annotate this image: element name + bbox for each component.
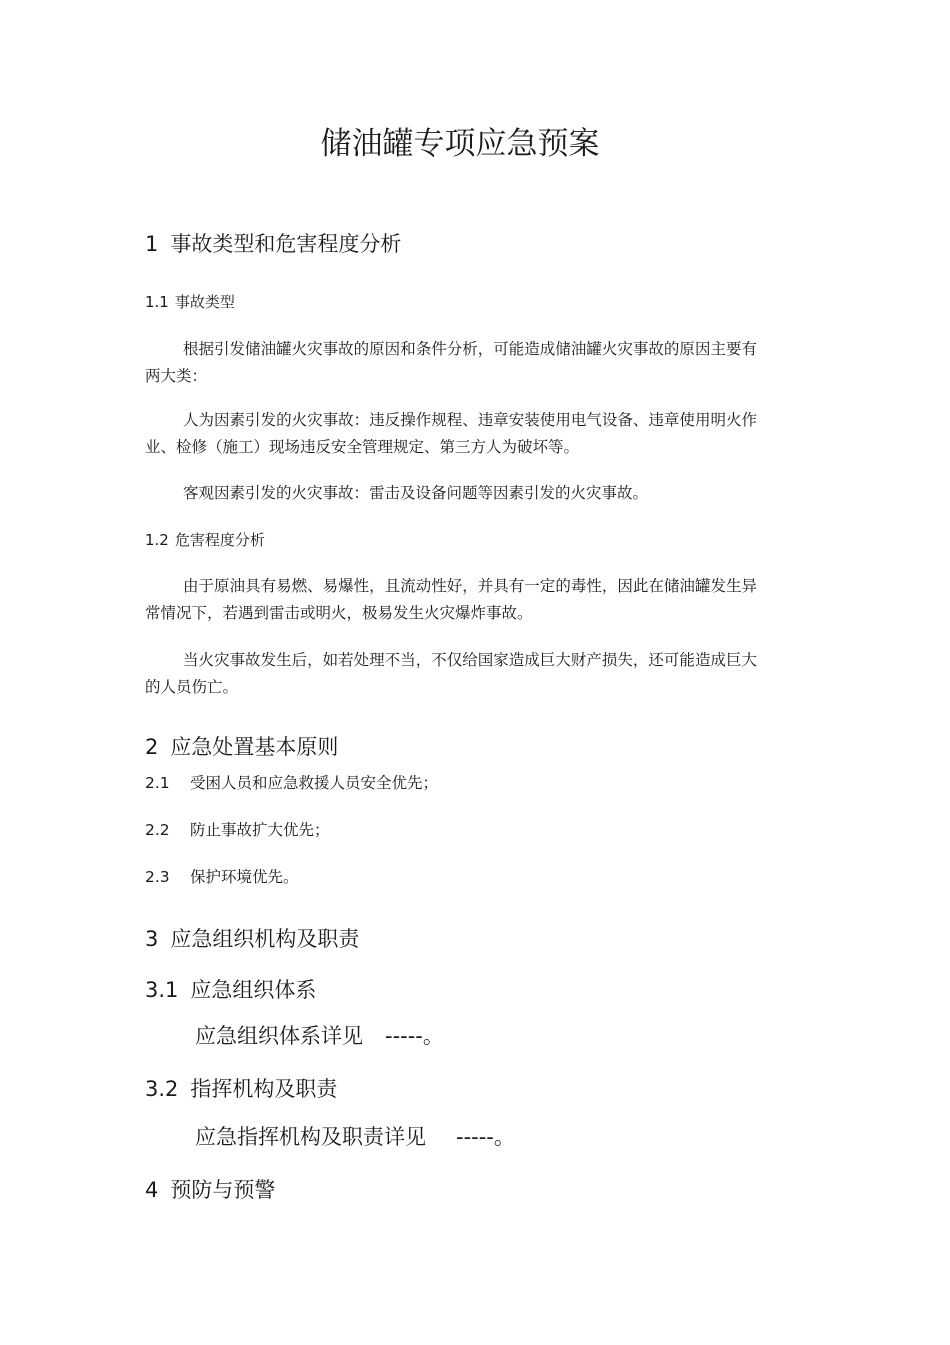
- section-3-title: 应急组织机构及职责: [170, 927, 360, 951]
- section-1-1-number: 1.1: [145, 293, 169, 311]
- section-3-1-title: 应急组织体系: [190, 978, 317, 1002]
- section-3-2-text: 应急指挥机构及职责详见: [195, 1125, 426, 1149]
- section-3-1-number: 3.1: [145, 978, 179, 1002]
- section-3-heading: [145, 925, 359, 953]
- section-3-1-heading: [145, 976, 316, 1004]
- list-item-number: 2.2: [145, 821, 170, 839]
- paragraph-causes-intro: 根据引发储油罐火灾事故的原因和条件分析，可能造成储油罐火灾事故的原因主要有两大类：: [145, 340, 757, 385]
- section-1-2-title: 危害程度分析: [174, 531, 265, 549]
- paragraph-hazard: 由于原油具有易燃、易爆性，且流动性好，并具有一定的毒性，因此在储油罐发生异常情况下，若遇到雷击或明火，极易发生火灾爆炸事故。: [145, 577, 757, 622]
- section-2-number: 2: [145, 735, 159, 759]
- paragraph-human-factors: 人为因素引发的火灾事故：违反操作规程、违章安装使用电气设备、违章使用明火作业、检修（施工）现场违反安全管理规定、第三方人为破坏等。: [145, 411, 757, 456]
- section-2-heading: [145, 733, 338, 761]
- section-1-1-title: 事故类型: [174, 293, 235, 311]
- list-item: [145, 866, 299, 888]
- section-3-1-body: [195, 1022, 444, 1050]
- section-3-number: 3: [145, 927, 159, 951]
- section-1-2-heading: [145, 530, 265, 550]
- section-2-title: 应急处置基本原则: [170, 735, 339, 759]
- section-1-title: 事故类型和危害程度分析: [170, 232, 402, 256]
- section-1-1-heading: [145, 292, 235, 312]
- section-3-2-heading: [145, 1075, 337, 1103]
- list-item: [145, 819, 330, 841]
- section-1-2-number: 1.2: [145, 531, 169, 549]
- section-3-2-reference: -----。: [456, 1125, 515, 1149]
- section-3-1-text: 应急组织体系详见: [195, 1024, 363, 1048]
- section-3-2-number: 3.2: [145, 1077, 179, 1101]
- section-4-number: 4: [145, 1178, 159, 1202]
- list-item: [145, 772, 438, 794]
- list-item-number: 2.3: [145, 868, 170, 886]
- paragraph-objective-factors: 客观因素引发的火灾事故：雷击及设备问题等因素引发的火灾事故。: [183, 484, 649, 502]
- section-4-title: 预防与预警: [170, 1178, 276, 1202]
- section-1-heading: [145, 230, 401, 258]
- page-title: 储油罐专项应急预案: [320, 126, 600, 162]
- section-4-heading: [145, 1176, 275, 1204]
- paragraph-consequence: 当火灾事故发生后，如若处理不当，不仅给国家造成巨大财产损失，还可能造成巨大的人员伤亡。: [145, 651, 757, 696]
- list-item-text: 保护环境优先。: [190, 868, 299, 886]
- list-item-text: 受困人员和应急救援人员安全优先；: [190, 774, 439, 792]
- section-3-1-reference: -----。: [385, 1024, 444, 1048]
- section-3-2-body: [195, 1123, 515, 1151]
- section-3-2-title: 指挥机构及职责: [190, 1077, 338, 1101]
- section-1-number: 1: [145, 232, 159, 256]
- list-item-text: 防止事故扩大优先；: [190, 821, 330, 839]
- list-item-number: 2.1: [145, 774, 170, 792]
